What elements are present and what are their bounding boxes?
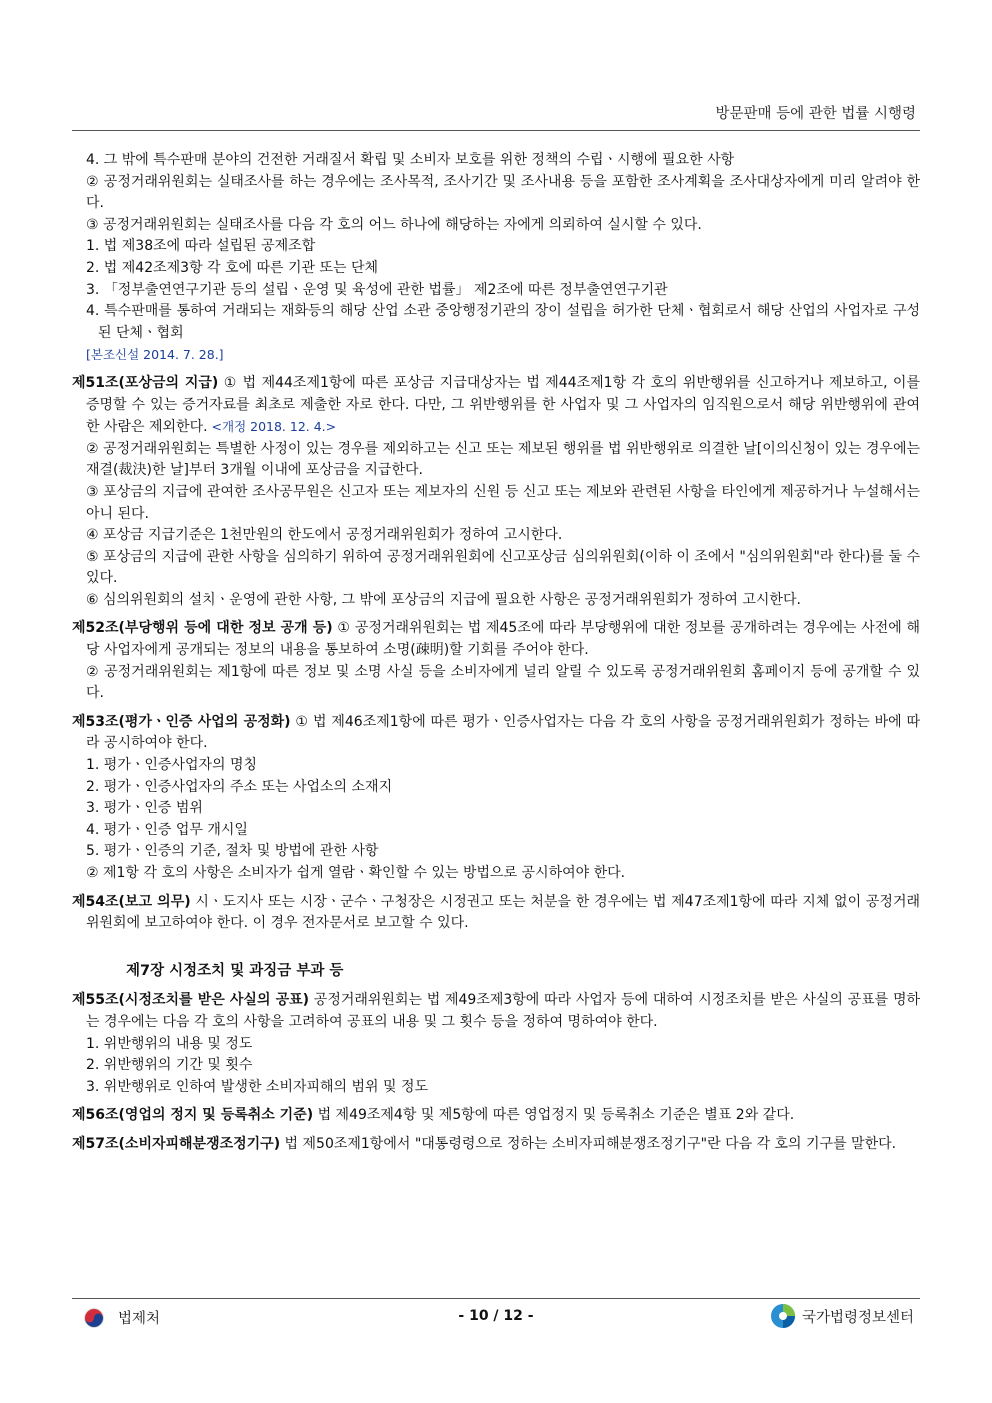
item-line: 4. 특수판매를 통하여 거래되는 재화등의 해당 산업 소관 중앙행정기관의 장이 설립을 허가한 단체ㆍ협회로서 해당 산업의 사업자로 구성된 단체ㆍ협회: [86, 303, 920, 341]
amendment-note: <개정 2018. 12. 4.>: [207, 419, 337, 435]
article-52: [72, 618, 920, 661]
item-line: 4. 그 밖에 특수판매 분야의 건전한 거래질서 확립 및 소비자 보호를 위한 정책의 수립ㆍ시행에 필요한 사항: [86, 152, 735, 168]
article-53: [72, 712, 920, 755]
item-line: 3. 「정부출연연구기관 등의 설립ㆍ운영 및 육성에 관한 법률」 제2조에 따른 정부출연연구기관: [86, 281, 668, 298]
footer-right: [770, 1303, 914, 1329]
item-line: 1. 법 제38조에 따라 설립된 공제조합: [86, 238, 316, 255]
page-header: [72, 96, 920, 131]
law-center-name: 국가법령정보센터: [801, 1309, 914, 1326]
paragraph: ④ 포상금 지급기준은 1천만원의 한도에서 공정거래위원회가 정하여 고시한다.: [86, 527, 563, 544]
item-line: 5. 평가ㆍ인증의 기준, 절차 및 방법에 관한 사항: [86, 843, 379, 860]
article-57: [72, 1134, 920, 1156]
article-text: 법 제50조제1항에서 "대통령령으로 정하는 소비자피해분쟁조정기구"란 다음 각 호의 기구를 말한다.: [280, 1135, 897, 1152]
item-line: 2. 위반행위의 기간 및 횟수: [86, 1057, 253, 1074]
article-54: [72, 892, 920, 935]
ministry-name: 법제처: [118, 1311, 161, 1327]
article-51: [72, 373, 920, 439]
article-title: 제51조(포상금의 지급): [72, 374, 219, 391]
item-line: 1. 위반행위의 내용 및 정도: [86, 1035, 253, 1052]
article-text: ① 법 제46조제1항에 따른 평가ㆍ인증사업자는 다음 각 호의 사항을 공정거래위원회가 정하는 바에 따라 공시하여야 한다.: [86, 713, 921, 752]
enactment-note: [본조신설 2014. 7. 28.]: [86, 347, 224, 363]
article-title: 제55조(시정조치를 받은 사실의 공표): [72, 992, 310, 1009]
article-56: [72, 1105, 920, 1127]
page-number: - 10 / 12 -: [458, 1308, 534, 1324]
article-text: 공정거래위원회는 법 제49조제3항에 따라 사업자 등에 대하여 시정조치를 받은 사실의 공표를 명하는 경우에는 다음 각 호의 사항을 고려하여 공표의 내용 및 그 횟수 등을 정하여 명하여야 한다.: [86, 992, 920, 1030]
article-55: [72, 990, 920, 1033]
item-line: 4. 평가ㆍ인증 업무 개시일: [86, 821, 248, 838]
article-title: 제57조(소비자피해분쟁조정기구): [72, 1135, 281, 1152]
paragraph: ② 공정거래위원회는 실태조사를 하는 경우에는 조사목적, 조사기간 및 조사내용 등을 포함한 조사계획을 조사대상자에게 미리 알려야 한다.: [86, 173, 920, 212]
page-footer: [72, 1298, 920, 1339]
item-line: 3. 위반행위로 인하여 발생한 소비자피해의 범위 및 정도: [86, 1078, 429, 1095]
article-title: 제52조(부당행위 등에 대한 정보 공개 등): [72, 620, 333, 637]
article-text: ① 법 제44조제1항에 따른 포상금 지급대상자는 법 제44조제1항 각 호의 위반행위를 신고하거나 제보하고, 이를 증명할 수 있는 증거자료를 최초로 제출한 자로 한다. 다만, 그 위반행위를 한 사업자 및 그 사업자의 임직원으로서 해당 위반행위에 관여한 사람은 제외한다.: [86, 374, 920, 436]
paragraph: ② 공정거래위원회는 제1항에 따른 정보 및 소명 사실 등을 소비자에게 널리 알릴 수 있도록 공정거래위원회 홈페이지 등에 공개할 수 있다.: [86, 663, 920, 702]
article-text: 법 제49조제4항 및 제5항에 따른 영업정지 및 등록취소 기준은 별표 2와 같다.: [313, 1107, 795, 1124]
paragraph: ② 제1항 각 호의 사항은 소비자가 쉽게 열람ㆍ확인할 수 있는 방법으로 공시하여야 한다.: [86, 865, 626, 881]
document-title: 방문판매 등에 관한 법률 시행령: [715, 106, 916, 122]
paragraph: ⑥ 심의위원회의 설치ㆍ운영에 관한 사항, 그 밖에 포상금의 지급에 필요한 사항은 공정거래위원회가 정하여 고시한다.: [86, 591, 801, 608]
paragraph: ② 공정거래위원회는 특별한 사정이 있는 경우를 제외하고는 신고 또는 제보된 행위를 법 위반행위로 의결한 날[이의신청이 있는 경우에는 재결(裁決)한 날]부터 3개월 이내에 포상금을 지급한다.: [86, 440, 920, 479]
item-line: 3. 평가ㆍ인증 범위: [86, 800, 203, 817]
law-center-logo-icon: [770, 1303, 796, 1329]
document-body: [72, 150, 920, 1156]
paragraph: ⑤ 포상금의 지급에 관한 사항을 심의하기 위하여 공정거래위원회에 신고포상금 심의위원회(이하 이 조에서 "심의위원회"라 한다)를 둘 수 있다.: [86, 548, 920, 587]
article-text: 시ㆍ도지사 또는 시장ㆍ군수ㆍ구청장은 시정권고 또는 처분을 한 경우에는 법 제47조제1항에 따라 지체 없이 공정거래위원회에 보고하여야 한다. 이 경우 전자문서로 보고할 수 있다.: [86, 893, 920, 932]
paragraph: ③ 포상금의 지급에 관여한 조사공무원은 신고자 또는 제보자의 신원 등 신고 또는 제보와 관련된 사항을 타인에게 제공하거나 누설해서는 아니 된다.: [86, 483, 920, 522]
item-line: 2. 법 제42조제3항 각 호에 따른 기관 또는 단체: [86, 259, 379, 276]
item-line: 2. 평가ㆍ인증사업자의 주소 또는 사업소의 소재지: [86, 778, 393, 795]
item-line: 1. 평가ㆍ인증사업자의 명칭: [86, 757, 258, 774]
paragraph: ③ 공정거래위원회는 실태조사를 다음 각 호의 어느 하나에 해당하는 자에게 의뢰하여 실시할 수 있다.: [86, 216, 702, 233]
article-title: 제53조(평가ㆍ인증 사업의 공정화): [72, 713, 291, 730]
chapter-heading: 제7장 시정조치 및 과징금 부과 등: [126, 962, 344, 979]
article-title: 제54조(보고 의무): [72, 893, 191, 910]
article-text: ① 공정거래위원회는 법 제45조에 따라 부당행위에 대한 정보를 공개하려는 경우에는 사전에 해당 사업자에게 공개되는 정보의 내용을 통보하여 소명(疎明)할 기회를 주어야 한다.: [86, 620, 920, 659]
article-title: 제56조(영업의 정지 및 등록취소 기준): [72, 1107, 314, 1124]
